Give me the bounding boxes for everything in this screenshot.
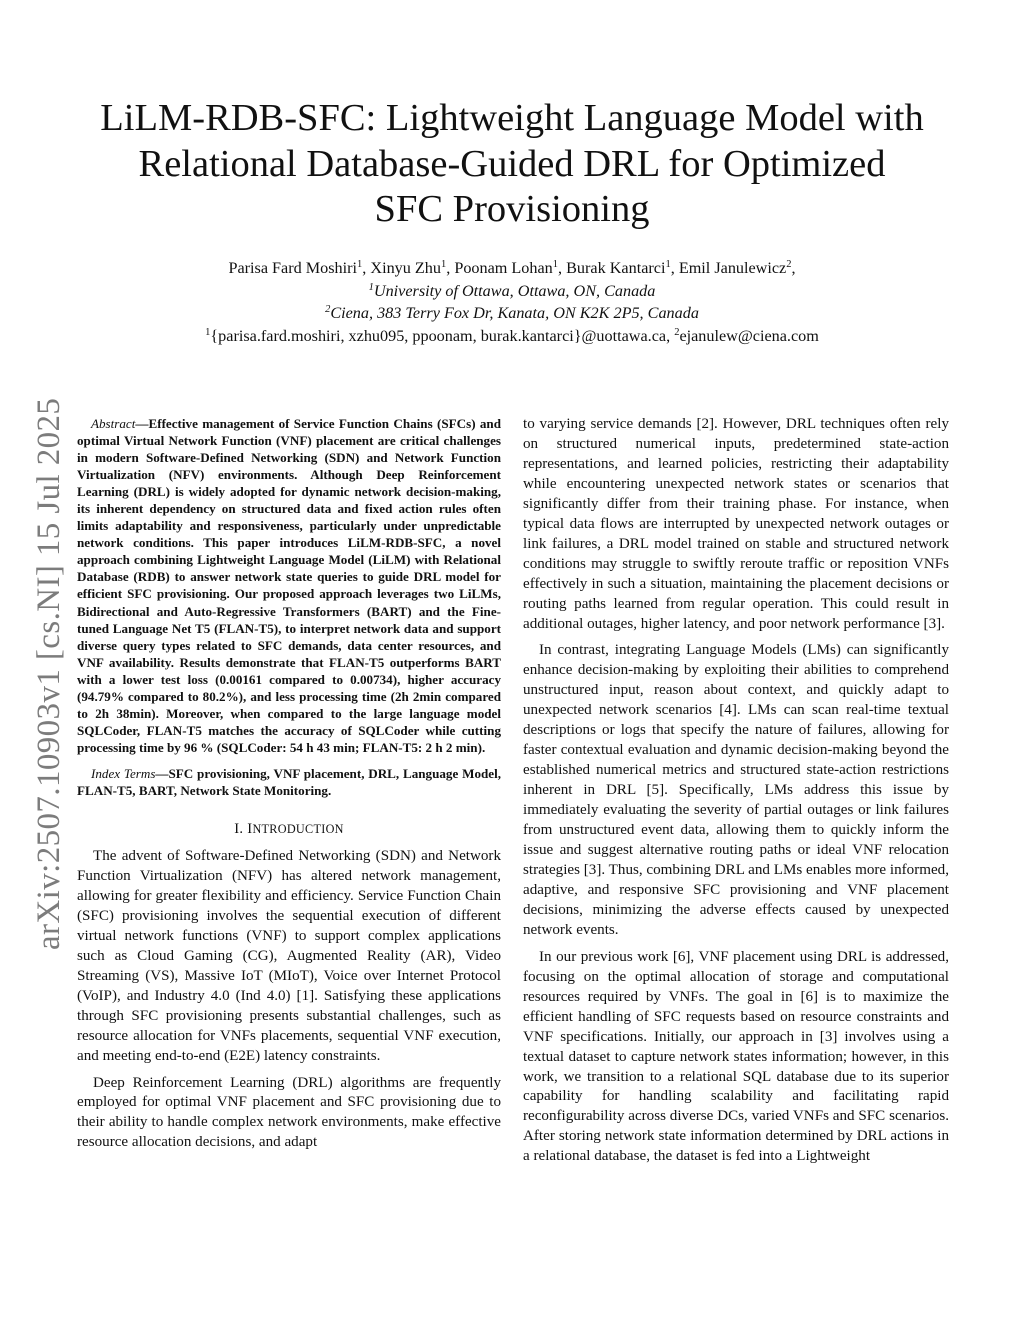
author-name: Xinyu Zhu	[370, 259, 441, 277]
index-terms-text: SFC provisioning, VNF placement, DRL, Language Model, FLAN-T5, BART, Network State Monitoring.	[77, 765, 501, 798]
body-text	[77, 847, 501, 1153]
paragraph: In contrast, integrating Language Models (LMs) can significantly enhance decision-making by exploiting their abilities to comprehend unstructured input, reason about context, and quickly adapt to unexpected network scenarios [4]. LMs can scan real-time textual descriptions or logs that specify the nature of failures, allowing for faster contextual evaluation and dynamic decision-making beyond the established numerical metrics and structured state-action restrictions inherent in DRL [5]. Specifically, LMs address this issue by immediately evaluating the severity of partial outages or link failures from unstructured event data, allowing them to quickly inform the issue and suggest alternative routing paths or ideal VNF relocation strategies [3]. Thus, combining DRL and LMs enables more informed, adaptive, and responsive SFC provisioning and VNF placement decisions, minimizing the adverse effects caused by unexpected network events.	[523, 642, 949, 938]
section-heading: I. INTRODUCTION	[234, 821, 344, 838]
left-column	[77, 415, 501, 1153]
abstract: Abstract—Effective management of Service Function Chains (SFCs) and optimal Virtual Network Function (VNF) placement are critical challenges in modern Software-Defined Networking (SDN) and Network Function Virtualization (NFV) environments. Although Deep Reinforcement Learning (DRL) is widely adopted for dynamic network decision-making, its inherent dependency on structured data and fixed action rules often limits adaptability and responsiveness, particularly under unpredictable network conditions. This paper introduces LiLM-RDB-SFC, a novel approach combining Lightweight Language Model (LiLM) with Relational Database (RDB) to answer network state queries to guide DRL model for efficient SFC provisioning. Our proposed approach leverages two LiLMs, Bidirectional and Auto-Regressive Transformers (BART) and the Fine-tuned Language Net T5 (FLAN-T5), to interpret network data and support diverse query types related to SFC demands, data center resources, and VNF availability. Results demonstrate that FLAN-T5 outperforms BART with a lower test loss (0.00161 compared to 0.00734), higher accuracy (94.79% compared to 80.2%), and less processing time (2h 2min compared to 2h 38min). Moreover, when compared to the large language model SQLCoder, FLAN-T5 matches the accuracy of SQLCoder while cutting processing time by 96 % (SQLCoder: 54 h 43 min; FLAN-T5: 2 h 2 min). Index Terms—SFC provisioning, VNF placement, DRL, Language Model, FLAN-T5, BART, Network State Monitoring.	[77, 416, 501, 798]
paragraph: In our previous work [6], VNF placement using DRL is addressed, focusing on the optimal allocation of storage and computational resources required by VNFs. The goal in [6] is to maximize the efficient handling of SFC requests based on resource constraints and VNF specifications. Initially, our approach in [3] involves using a textual dataset to capture network states information; however, in this work, we transition to a relational SQL database due to its superior capability for handling scalability and facilitating rapid reconfigurability across diverse DCs, varied VNFs and SFC scenarios. After storing network state information determined by DRL actions in a relational database, the dataset is fed into a Lightweight	[523, 948, 949, 1165]
arxiv-stamp: arXiv:2507.10903v1 [cs.NI] 15 Jul 2025	[31, 397, 67, 950]
author-name: Parisa Fard Moshiri	[228, 259, 358, 277]
paragraph: Deep Reinforcement Learning (DRL) algorithms are frequently employed for optimal VNF placement and SFC provisioning due to their ability to handle complex network environments, make effective resource allocation decisions, and adapt	[77, 1074, 501, 1151]
author-names: Parisa Fard Moshiri$^1$, Xinyu Zhu$^1$, Poonam Lohan$^1$, Burak Kantarci$^1$, Emil Janulewicz$^2$,	[228, 259, 796, 277]
affiliation: $^1$University of Ottawa, Ottawa, ON, Canada	[368, 281, 656, 300]
title-line: Relational Database-Guided DRL for Optimized	[138, 142, 886, 185]
paper-title	[60, 96, 964, 233]
body-text	[523, 415, 949, 1167]
index-terms-label: Index Terms	[91, 765, 156, 781]
abstract-label: Abstract	[91, 416, 136, 431]
title-line: SFC Provisioning	[374, 188, 650, 230]
author-name: Poonam Lohan	[454, 259, 553, 277]
title-line: LiLM-RDB-SFC: Lightweight Language Model with	[100, 97, 924, 139]
author-emails: $^1${parisa.fard.moshiri, xzhu095, ppoonam, burak.kantarci}@uottawa.ca, $^2$ejanulew@ciena.com	[205, 327, 819, 346]
author-block	[80, 257, 944, 348]
affiliation: $^2$Ciena, 383 Terry Fox Dr, Kanata, ON K2K 2P5, Canada	[325, 304, 699, 323]
right-column	[523, 415, 949, 1167]
paragraph: to varying service demands [2]. However, DRL techniques often rely on structured numerical inputs, predetermined state-action representations, and learned policies, restricting their adaptability while encountering unexpected network states or scenarios that significantly differ from their training phase. For instance, when typical data flows are interrupted by unexpected network outages or link failures, a DRL model trained on stable and structured network conditions may struggle to swiftly reroute traffic or reposition VNFs effectively in such a situation, maintaining the placement decisions or routing paths learned from regular operation. This could result in additional outages, higher latency, and poor network performance [3].	[523, 416, 949, 632]
paragraph: The advent of Software-Defined Networking (SDN) and Network Function Virtualization (NFV) has altered network management, allowing for greater flexibility and efficiency. Service Function Chain (SFC) provisioning involves the sequential execution of different virtual network functions (VNF) to support complex applications such as Cloud Gaming (CG), Augmented Reality (AR), Video Streaming (VS), Massive IoT (MIoT), Voice over Internet Protocol (VoIP), and Industry 4.0 (Ind 4.0) [1]. Satisfying these applications through SFC provisioning presents substantial challenges, such as resource allocation for VNFs placements, sequential VNF execution, and meeting end-to-end (E2E) latency constraints.	[77, 848, 501, 1064]
author-name: Emil Janulewicz	[678, 259, 787, 277]
abstract-text: Effective management of Service Function Chains (SFCs) and optimal Virtual Network Function (VNF) placement are critical challenges in modern Software-Defined Networking (SDN) and Network Function Virtualization (NFV) environments. Although Deep Reinforcement Learning (DRL) is widely adopted for dynamic network decision-making, its inherent dependency on structured data and fixed action rules often limits adaptability and responsiveness, particularly under unpredictable network conditions. This paper introduces LiLM-RDB-SFC, a novel approach combining Lightweight Language Model (LiLM) with Relational Database (RDB) to answer network state queries to guide DRL model for efficient SFC provisioning. Our proposed approach leverages two LiLMs, Bidirectional and Auto-Regressive Transformers (BART) and the Fine-tuned Language Net T5 (FLAN-T5), to interpret network data and support diverse query types related to SFC demands, data center resources, and VNF availability. Results demonstrate that FLAN-T5 outperforms BART with a lower test loss (0.00161 compared to 0.00734), higher accuracy (94.79% compared to 80.2%), and less processing time (2h 2min compared to 2h 38min). Moreover, when compared to the large language model SQLCoder, FLAN-T5 matches the accuracy of SQLCoder while cutting processing time by 96 % (SQLCoder: 54 h 43 min; FLAN-T5: 2 h 2 min).	[77, 416, 501, 755]
author-name: Burak Kantarci	[566, 259, 666, 277]
